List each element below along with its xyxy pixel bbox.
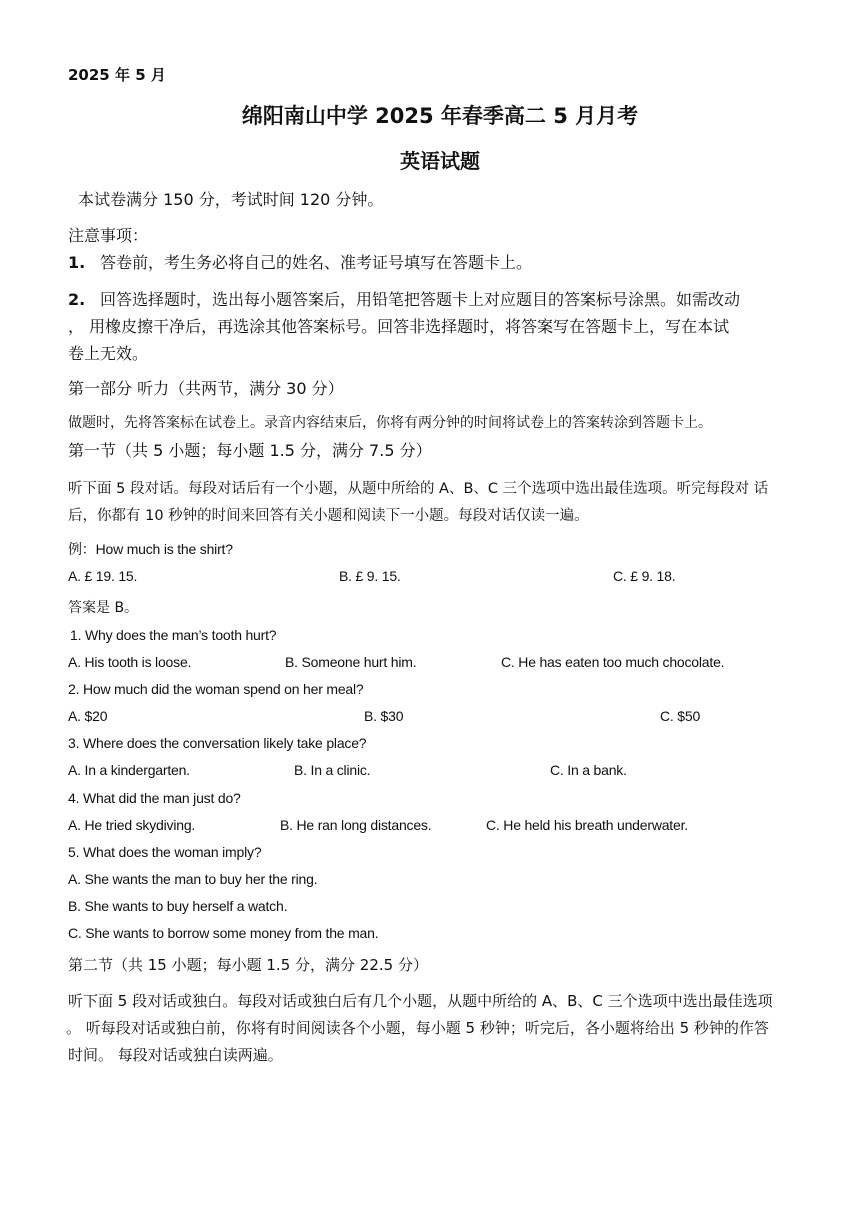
q1-option-c: C. He has eaten too much chocolate. [501, 654, 725, 670]
notice-2-text-line2: ， 用橡皮擦干净后，再选涂其他答案标号。回答非选择题时，将答案写在答题卡上，写在本试 [68, 317, 730, 336]
notice-item-1 [68, 250, 532, 273]
notice-item-2 [68, 287, 740, 310]
example-option-a: A. £ 19. 15. [68, 568, 138, 584]
q1-option-a: A. His tooth is loose. [68, 654, 192, 670]
section2-instruction-line1: 听下面 5 段对话或独白。每段对话或独白后有几个小题，从题中所给的 A、B、C 三个选项中选出最佳选项 [68, 992, 773, 1010]
q4-option-b: B. He ran long distances. [280, 817, 432, 833]
q5-option-b: B. She wants to buy herself a watch. [68, 898, 288, 914]
q3-option-b: B. In a clinic. [294, 762, 371, 778]
section1-instruction-line1: 听下面 5 段对话。每段对话后有一个小题，从题中所给的 A、B、C 三个选项中选出最佳选项。听完每段对 话 [68, 481, 769, 497]
question-2: 2. How much did the woman spend on her meal? [68, 681, 364, 697]
q4-option-a: A. He tried skydiving. [68, 817, 196, 833]
notice-2-text-line3: 卷上无效。 [68, 344, 149, 363]
section1-heading: 第一节（共 5 小题；每小题 1.5 分，满分 7.5 分） [68, 441, 432, 460]
exam-subtitle: 英语试题 [400, 149, 480, 173]
section2-heading: 第二节（共 15 小题；每小题 1.5 分，满分 22.5 分） [68, 956, 428, 974]
example-option-b: B. £ 9. 15. [339, 568, 401, 584]
question-4: 4. What did the man just do? [68, 790, 241, 806]
q2-option-b: B. $30 [364, 708, 404, 724]
notice-2-number: 2. [68, 290, 86, 309]
question-5: 5. What does the woman imply? [68, 844, 262, 860]
q3-option-c: C. In a bank. [550, 762, 627, 778]
q4-option-c: C. He held his breath underwater. [486, 817, 688, 833]
notice-1-text: 答卷前，考生务必将自己的姓名、准考证号填写在答题卡上。 [100, 253, 533, 272]
question-1: 1. Why does the man’s tooth hurt? [70, 627, 277, 643]
part1-heading: 第一部分 听力（共两节，满分 30 分） [68, 379, 344, 398]
notice-title: 注意事项： [68, 226, 149, 245]
q2-option-c: C. $50 [660, 708, 701, 724]
section2-instruction-line3: 时间。 每段对话或独白读两遍。 [68, 1046, 283, 1064]
section1-instruction-line2: 后，你都有 10 秒钟的时间来回答有关小题和阅读下一小题。每段对话仅读一遍。 [68, 508, 589, 524]
q5-option-a: A. She wants the man to buy her the ring. [68, 871, 318, 887]
q1-option-b: B. Someone hurt him. [285, 654, 417, 670]
question-3: 3. Where does the conversation likely take place? [68, 735, 367, 751]
example-answer: 答案是 B。 [68, 600, 139, 616]
notice-1-number: 1. [68, 253, 86, 272]
exam-title: 绵阳南山中学 2025 年春季高二 5 月月考 [241, 104, 639, 128]
q2-option-a: A. $20 [68, 708, 108, 724]
part1-instruction: 做题时，先将答案标在试卷上。录音内容结束后，你将有两分钟的时间将试卷上的答案转涂到答题卡上。 [68, 415, 712, 431]
example-option-c: C. £ 9. 18. [613, 568, 676, 584]
section2-instruction-line2: 。 听每段对话或独白前，你将有时间阅读各个小题，每小题 5 秒钟；听完后，各小题将给出 5 秒钟的作答 [66, 1019, 769, 1037]
example-question: 例：How much is the shirt? [68, 541, 233, 557]
q5-option-c: C. She wants to borrow some money from the man. [68, 925, 379, 941]
notice-2-text-line1: 回答选择题时，选出每小题答案后，用铅笔把答题卡上对应题目的答案标号涂黑。如需改动 [100, 290, 741, 309]
exam-date: 2025 年 5 月 [68, 66, 166, 84]
exam-info: 本试卷满分 150 分，考试时间 120 分钟。 [78, 190, 384, 209]
q3-option-a: A. In a kindergarten. [68, 762, 190, 778]
